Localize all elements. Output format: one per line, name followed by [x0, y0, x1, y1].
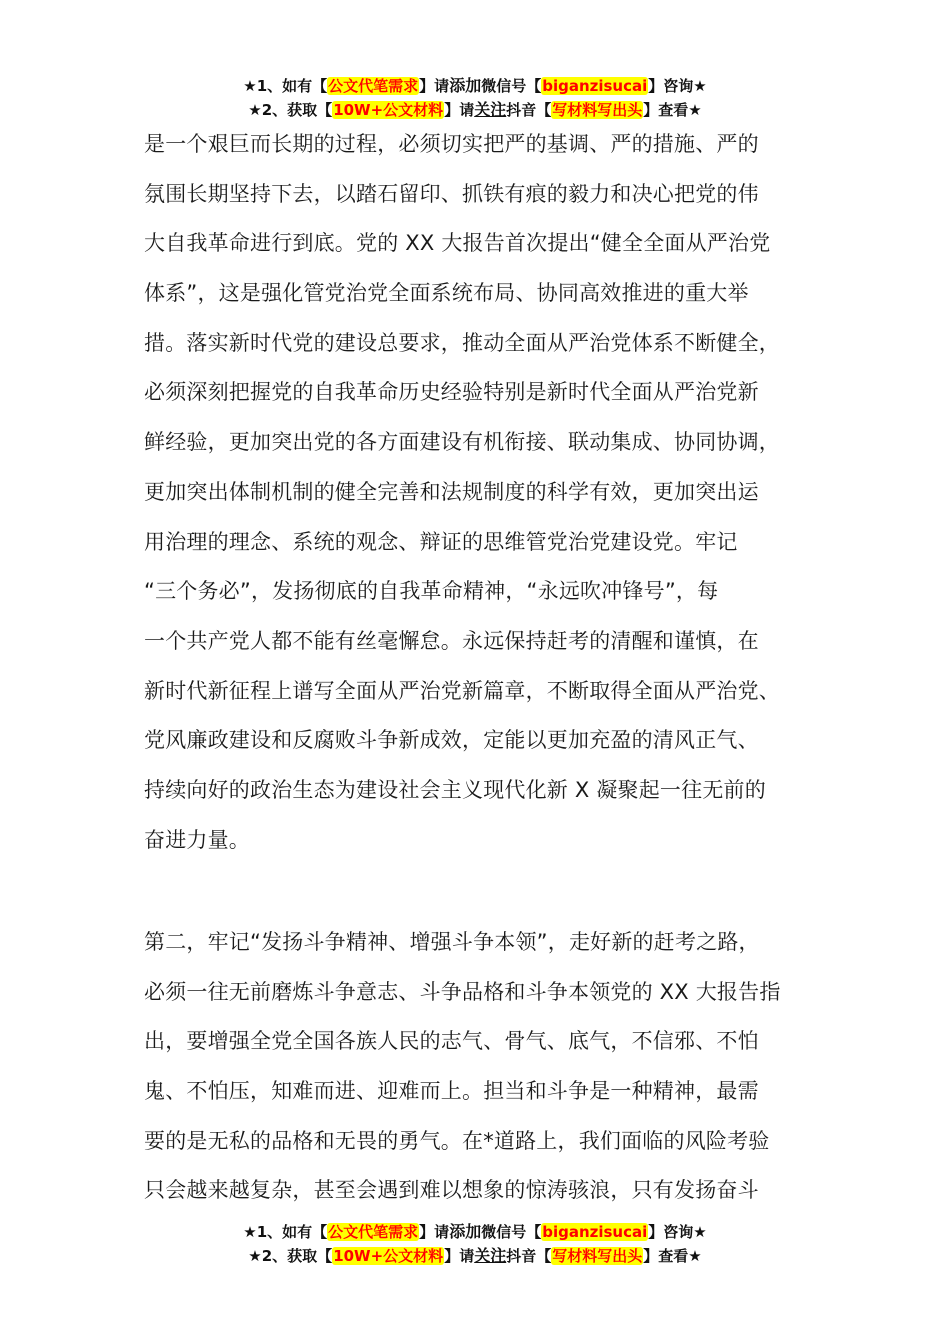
banner-text: 抖音【 — [506, 1247, 552, 1265]
banner-emphasis: 关注 — [474, 1246, 507, 1265]
banner-text: 】查看★ — [643, 101, 702, 119]
banner-text: ★2、获取【 — [248, 1247, 333, 1265]
text-line: 要的是无私的品格和无畏的勇气。在*道路上，我们面临的风险考验 — [144, 1128, 770, 1153]
text-line: 奋进力量。 — [144, 827, 250, 852]
highlight-service: 公文代笔需求 — [328, 77, 419, 95]
highlight-douyin: 写材料写出头 — [552, 101, 643, 119]
text-line: 党风廉政建设和反腐败斗争新成效，定能以更加充盈的清风正气、 — [144, 728, 759, 753]
text-line: 只会越来越复杂，甚至会遇到难以想象的惊涛骇浪，只有发扬奋斗 — [144, 1178, 759, 1203]
text-line: 鬼、不怕压，知难而进、迎难而上。担当和斗争是一种精神，最需 — [144, 1079, 759, 1104]
text-line: 鲜经验，更加突出党的各方面建设有机衔接、联动集成、协同协调， — [144, 430, 780, 455]
banner-text: 】请 — [419, 77, 450, 95]
highlight-materials: 10W+公文材料 — [333, 1247, 444, 1265]
banner-text: ★1、如有【 — [243, 77, 328, 95]
banner-line-1 — [0, 1220, 950, 1244]
text-line: 是一个艰巨而长期的过程，必须切实把严的基调、严的措施、严的 — [144, 132, 759, 156]
text-line: 体系”，这是强化管党治党全面系统布局、协同高效推进的重大举 — [144, 281, 749, 306]
paragraph-1 — [144, 120, 834, 865]
header-banner — [0, 74, 950, 122]
text-line: 更加突出体制机制的健全完善和法规制度的科学有效，更加突出运 — [144, 479, 759, 504]
banner-emphasis: 添加 — [449, 1222, 482, 1241]
text-line: 持续向好的政治生态为建设社会主义现代化新 X 凝聚起一往无前的 — [144, 777, 766, 802]
banner-text: 】请 — [444, 101, 475, 119]
banner-text: 】咨询★ — [648, 1223, 707, 1241]
banner-text: ★2、获取【 — [248, 101, 333, 119]
banner-text: 】咨询★ — [648, 77, 707, 95]
text-line: 必须一往无前磨炼斗争意志、斗争品格和斗争本领党的 XX 大报告指 — [144, 979, 781, 1004]
highlight-douyin: 写材料写出头 — [552, 1247, 643, 1265]
footer-banner — [0, 1220, 950, 1268]
text-line: 第二，牢记“发扬斗争精神、增强斗争本领”，走好新的赶考之路， — [144, 930, 760, 954]
text-line: “三个务必”，发扬彻底的自我革命精神，“永远吹冲锋号”，每 — [144, 579, 719, 604]
highlight-wechat-id: biganzisucai — [542, 77, 648, 95]
banner-text: 抖音【 — [506, 101, 552, 119]
banner-emphasis: 添加 — [449, 76, 482, 95]
banner-line-2 — [0, 1244, 950, 1268]
banner-text: ★1、如有【 — [243, 1223, 328, 1241]
banner-text: 微信号【 — [481, 1223, 542, 1241]
banner-text: 】查看★ — [643, 1247, 702, 1265]
paragraph-2 — [144, 918, 834, 1216]
banner-emphasis: 关注 — [474, 100, 507, 119]
text-line: 必须深刻把握党的自我革命历史经验特别是新时代全面从严治党新 — [144, 380, 759, 405]
text-line: 大自我革命进行到底。党的 XX 大报告首次提出“健全全面从严治党 — [144, 231, 771, 256]
text-line: 一个共产党人都不能有丝毫懈怠。永远保持赶考的清醒和谨慎，在 — [144, 628, 759, 653]
banner-text: 微信号【 — [481, 77, 542, 95]
text-line: 氛围长期坚持下去，以踏石留印、抓铁有痕的毅力和决心把党的伟 — [144, 181, 759, 206]
text-line: 出，要增强全党全国各族人民的志气、骨气、底气，不信邪、不怕 — [144, 1029, 759, 1054]
banner-line-2 — [0, 98, 950, 122]
highlight-wechat-id: biganzisucai — [542, 1223, 648, 1241]
text-line: 新时代新征程上谱写全面从严治党新篇章，不断取得全面从严治党、 — [144, 678, 780, 703]
banner-text: 】请 — [444, 1247, 475, 1265]
highlight-materials: 10W+公文材料 — [333, 101, 444, 119]
text-line: 用治理的理念、系统的观念、辩证的思维管党治党建设党。牢记 — [144, 529, 738, 554]
banner-line-1 — [0, 74, 950, 98]
banner-text: 】请 — [419, 1223, 450, 1241]
highlight-service: 公文代笔需求 — [328, 1223, 419, 1241]
text-line: 措。落实新时代党的建设总要求，推动全面从严治党体系不断健全， — [144, 330, 780, 355]
